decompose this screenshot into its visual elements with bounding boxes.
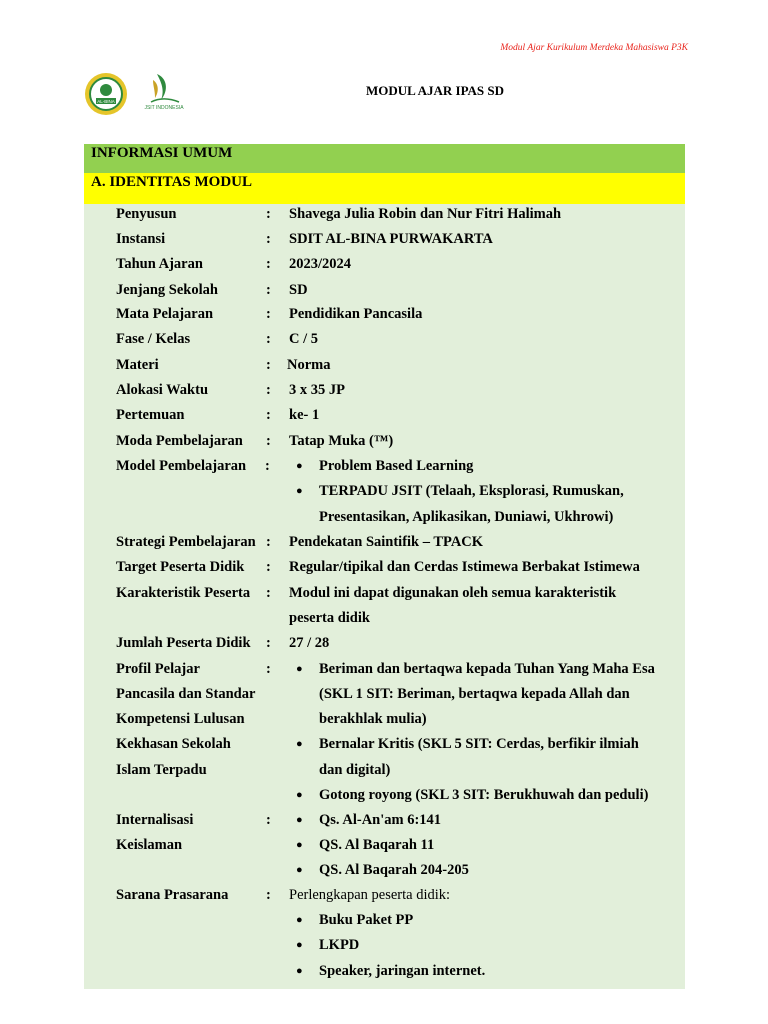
- section-identitas-modul: A. IDENTITAS MODUL: [84, 173, 685, 204]
- bullet-icon: ●: [296, 460, 303, 472]
- bullet-icon: ●: [296, 864, 303, 876]
- section-informasi-umum: INFORMASI UMUM: [84, 144, 685, 173]
- document-title: MODUL AJAR IPAS SD: [365, 83, 505, 98]
- bullet-icon: ●: [296, 839, 303, 851]
- bullet-icon: ●: [296, 965, 303, 977]
- bullet-icon: ●: [296, 485, 303, 497]
- bullet-icon: ●: [296, 663, 303, 675]
- bullet-icon: ●: [296, 914, 303, 926]
- svg-text:AL-BINA: AL-BINA: [97, 99, 115, 104]
- bullet-icon: ●: [296, 789, 303, 801]
- bullet-icon: ●: [296, 814, 303, 826]
- bullet-icon: ●: [296, 738, 303, 750]
- header-note: Modul Ajar Kurikulum Merdeka Mahasiswa P3K: [500, 43, 688, 53]
- svg-text:JSIT INDONESIA: JSIT INDONESIA: [144, 105, 184, 111]
- bullet-icon: ●: [296, 939, 303, 951]
